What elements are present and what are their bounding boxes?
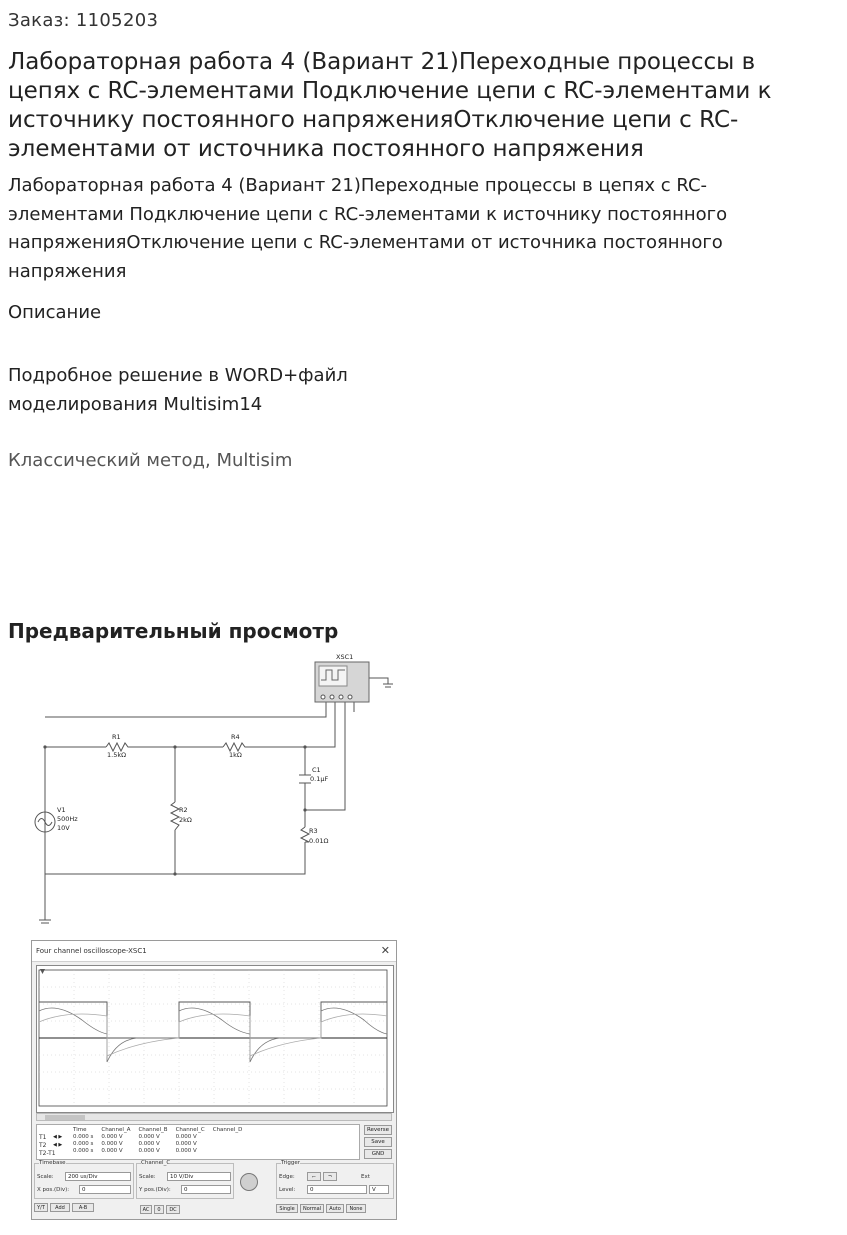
cell: 0.000 V (138, 1140, 160, 1147)
col-channel-b: Channel_B (138, 1126, 168, 1133)
r3-value: 0.01Ω (309, 837, 329, 845)
edge-label: Edge: (279, 1174, 295, 1180)
yt-button[interactable]: Y/T (34, 1203, 48, 1212)
cell: 0.000 V (138, 1147, 160, 1154)
level-field[interactable]: 0 (307, 1185, 367, 1194)
cell: 0.000 V (101, 1147, 123, 1154)
trigger-label: Trigger (281, 1160, 300, 1166)
timebase-group (34, 1160, 134, 1199)
ab-button[interactable]: A-B (72, 1203, 94, 1212)
cell (213, 1147, 251, 1154)
cell: 0.000 V (138, 1133, 160, 1140)
description-text: Подробное решение в WORD+файл моделирования Multisim14 (8, 365, 348, 415)
falling-edge-button[interactable]: ¬ (323, 1172, 337, 1181)
page-title: Лабораторная работа 4 (Вариант 21)Переходные процессы в цепях с RC-элементами Подключение цепи с RC-элементами к источнику постоянного напряженияОтключение цепи с RC-элементами от источника постоянного напряжения (8, 49, 772, 162)
timebase-scale-field[interactable]: 200 us/Div (65, 1172, 131, 1181)
col-channel-a: Channel_A (101, 1126, 131, 1133)
r1-ref: R1 (112, 733, 121, 741)
ypos-label: Y pos.(Div): (139, 1187, 171, 1193)
normal-button[interactable]: Normal (300, 1204, 324, 1213)
channel-scale-field[interactable]: 10 V/Div (167, 1172, 231, 1181)
reverse-button[interactable]: Reverse (364, 1125, 392, 1135)
zero-button[interactable]: 0 (154, 1205, 164, 1214)
cell (213, 1140, 251, 1147)
instrument-label: XSC1 (336, 653, 354, 661)
cell: 0.000 V (175, 1133, 197, 1140)
t1-arrow-buttons[interactable]: ◀ ▶ (53, 1134, 63, 1140)
timebase-label: Timebase (39, 1160, 66, 1166)
measurement-table (36, 1124, 360, 1160)
scrollbar-thumb[interactable] (45, 1115, 85, 1120)
horizontal-scrollbar[interactable] (36, 1113, 392, 1121)
row-label-t2-t1: T2-T1 (39, 1150, 56, 1157)
col-time: Time (73, 1126, 87, 1133)
single-button[interactable]: Single (276, 1204, 298, 1213)
level-label: Level: (279, 1187, 296, 1193)
xpos-label: X pos.(Div): (37, 1187, 70, 1193)
oscilloscope-screen (36, 965, 394, 1113)
c1-ref: C1 (312, 766, 321, 774)
auto-button[interactable]: Auto (326, 1204, 344, 1213)
tags-link[interactable]: Классический метод, Multisim (8, 450, 293, 471)
level-unit[interactable]: V (369, 1185, 389, 1194)
ext-label: Ext (361, 1174, 370, 1180)
v1-ref: V1 (57, 806, 66, 814)
gnd-button[interactable]: GND (364, 1149, 392, 1159)
col-channel-c: Channel_C (175, 1126, 205, 1133)
description-heading: Описание (8, 302, 102, 323)
channel-group (136, 1160, 234, 1199)
work-subtitle: Лабораторная работа 4 (Вариант 21)Переходные процессы в цепях с RC-элементами Подключение цепи с RC-элементами к источнику постоянного напряженияОтключение цепи с RC-элементами от источника постоянного напряжения (8, 175, 728, 282)
add-button[interactable]: Add (50, 1203, 70, 1212)
cell: 0.000 s (73, 1133, 94, 1140)
c1-value: 0.1µF (310, 775, 329, 783)
r4-ref: R4 (231, 733, 240, 741)
v1-amp: 10V (57, 824, 70, 832)
preview-heading: Предварительный просмотр (8, 619, 339, 643)
channel-selector-knob[interactable] (240, 1173, 258, 1191)
dc-button[interactable]: DC (166, 1205, 180, 1214)
r4-value: 1kΩ (229, 751, 242, 759)
cell: 0.000 s (73, 1147, 94, 1154)
waveform-display (37, 966, 391, 1110)
r3-ref: R3 (309, 827, 318, 835)
rising-edge-button[interactable]: ⌐ (307, 1172, 321, 1181)
r2-ref: R2 (179, 806, 188, 814)
none-button[interactable]: None (346, 1204, 366, 1213)
close-icon[interactable]: ✕ (380, 944, 390, 957)
channel-scale-label: Scale: (139, 1174, 156, 1180)
oscilloscope-title: Four channel oscilloscope-XSC1 (36, 947, 147, 955)
circuit-schematic (28, 652, 408, 934)
cell: 0.000 s (73, 1140, 94, 1147)
v1-freq: 500Hz (57, 815, 78, 823)
ac-button[interactable]: AC (140, 1205, 152, 1214)
timebase-scale-label: Scale: (37, 1174, 54, 1180)
cell: 0.000 V (101, 1133, 123, 1140)
r1-value: 1.5kΩ (107, 751, 127, 759)
trigger-group (276, 1160, 394, 1199)
t2-arrow-buttons[interactable]: ◀ ▶ (53, 1142, 63, 1148)
oscilloscope-titlebar (32, 941, 396, 962)
cell: 0.000 V (175, 1147, 197, 1154)
channel-label: Channel_C (141, 1160, 171, 1166)
save-button[interactable]: Save (364, 1137, 392, 1147)
ypos-field[interactable]: 0 (181, 1185, 231, 1194)
cell: 0.000 V (175, 1140, 197, 1147)
measurement-grid (73, 1126, 250, 1154)
col-channel-d: Channel_D (212, 1126, 243, 1133)
r2-value: 2kΩ (179, 816, 192, 824)
row-label-t2: T2 (39, 1142, 47, 1149)
cell (213, 1133, 251, 1140)
cell: 0.000 V (101, 1140, 123, 1147)
xpos-field[interactable]: 0 (79, 1185, 131, 1194)
row-label-t1: T1 (39, 1134, 47, 1141)
oscilloscope-window (31, 940, 397, 1220)
order-number: Заказ: 1105203 (8, 10, 159, 31)
